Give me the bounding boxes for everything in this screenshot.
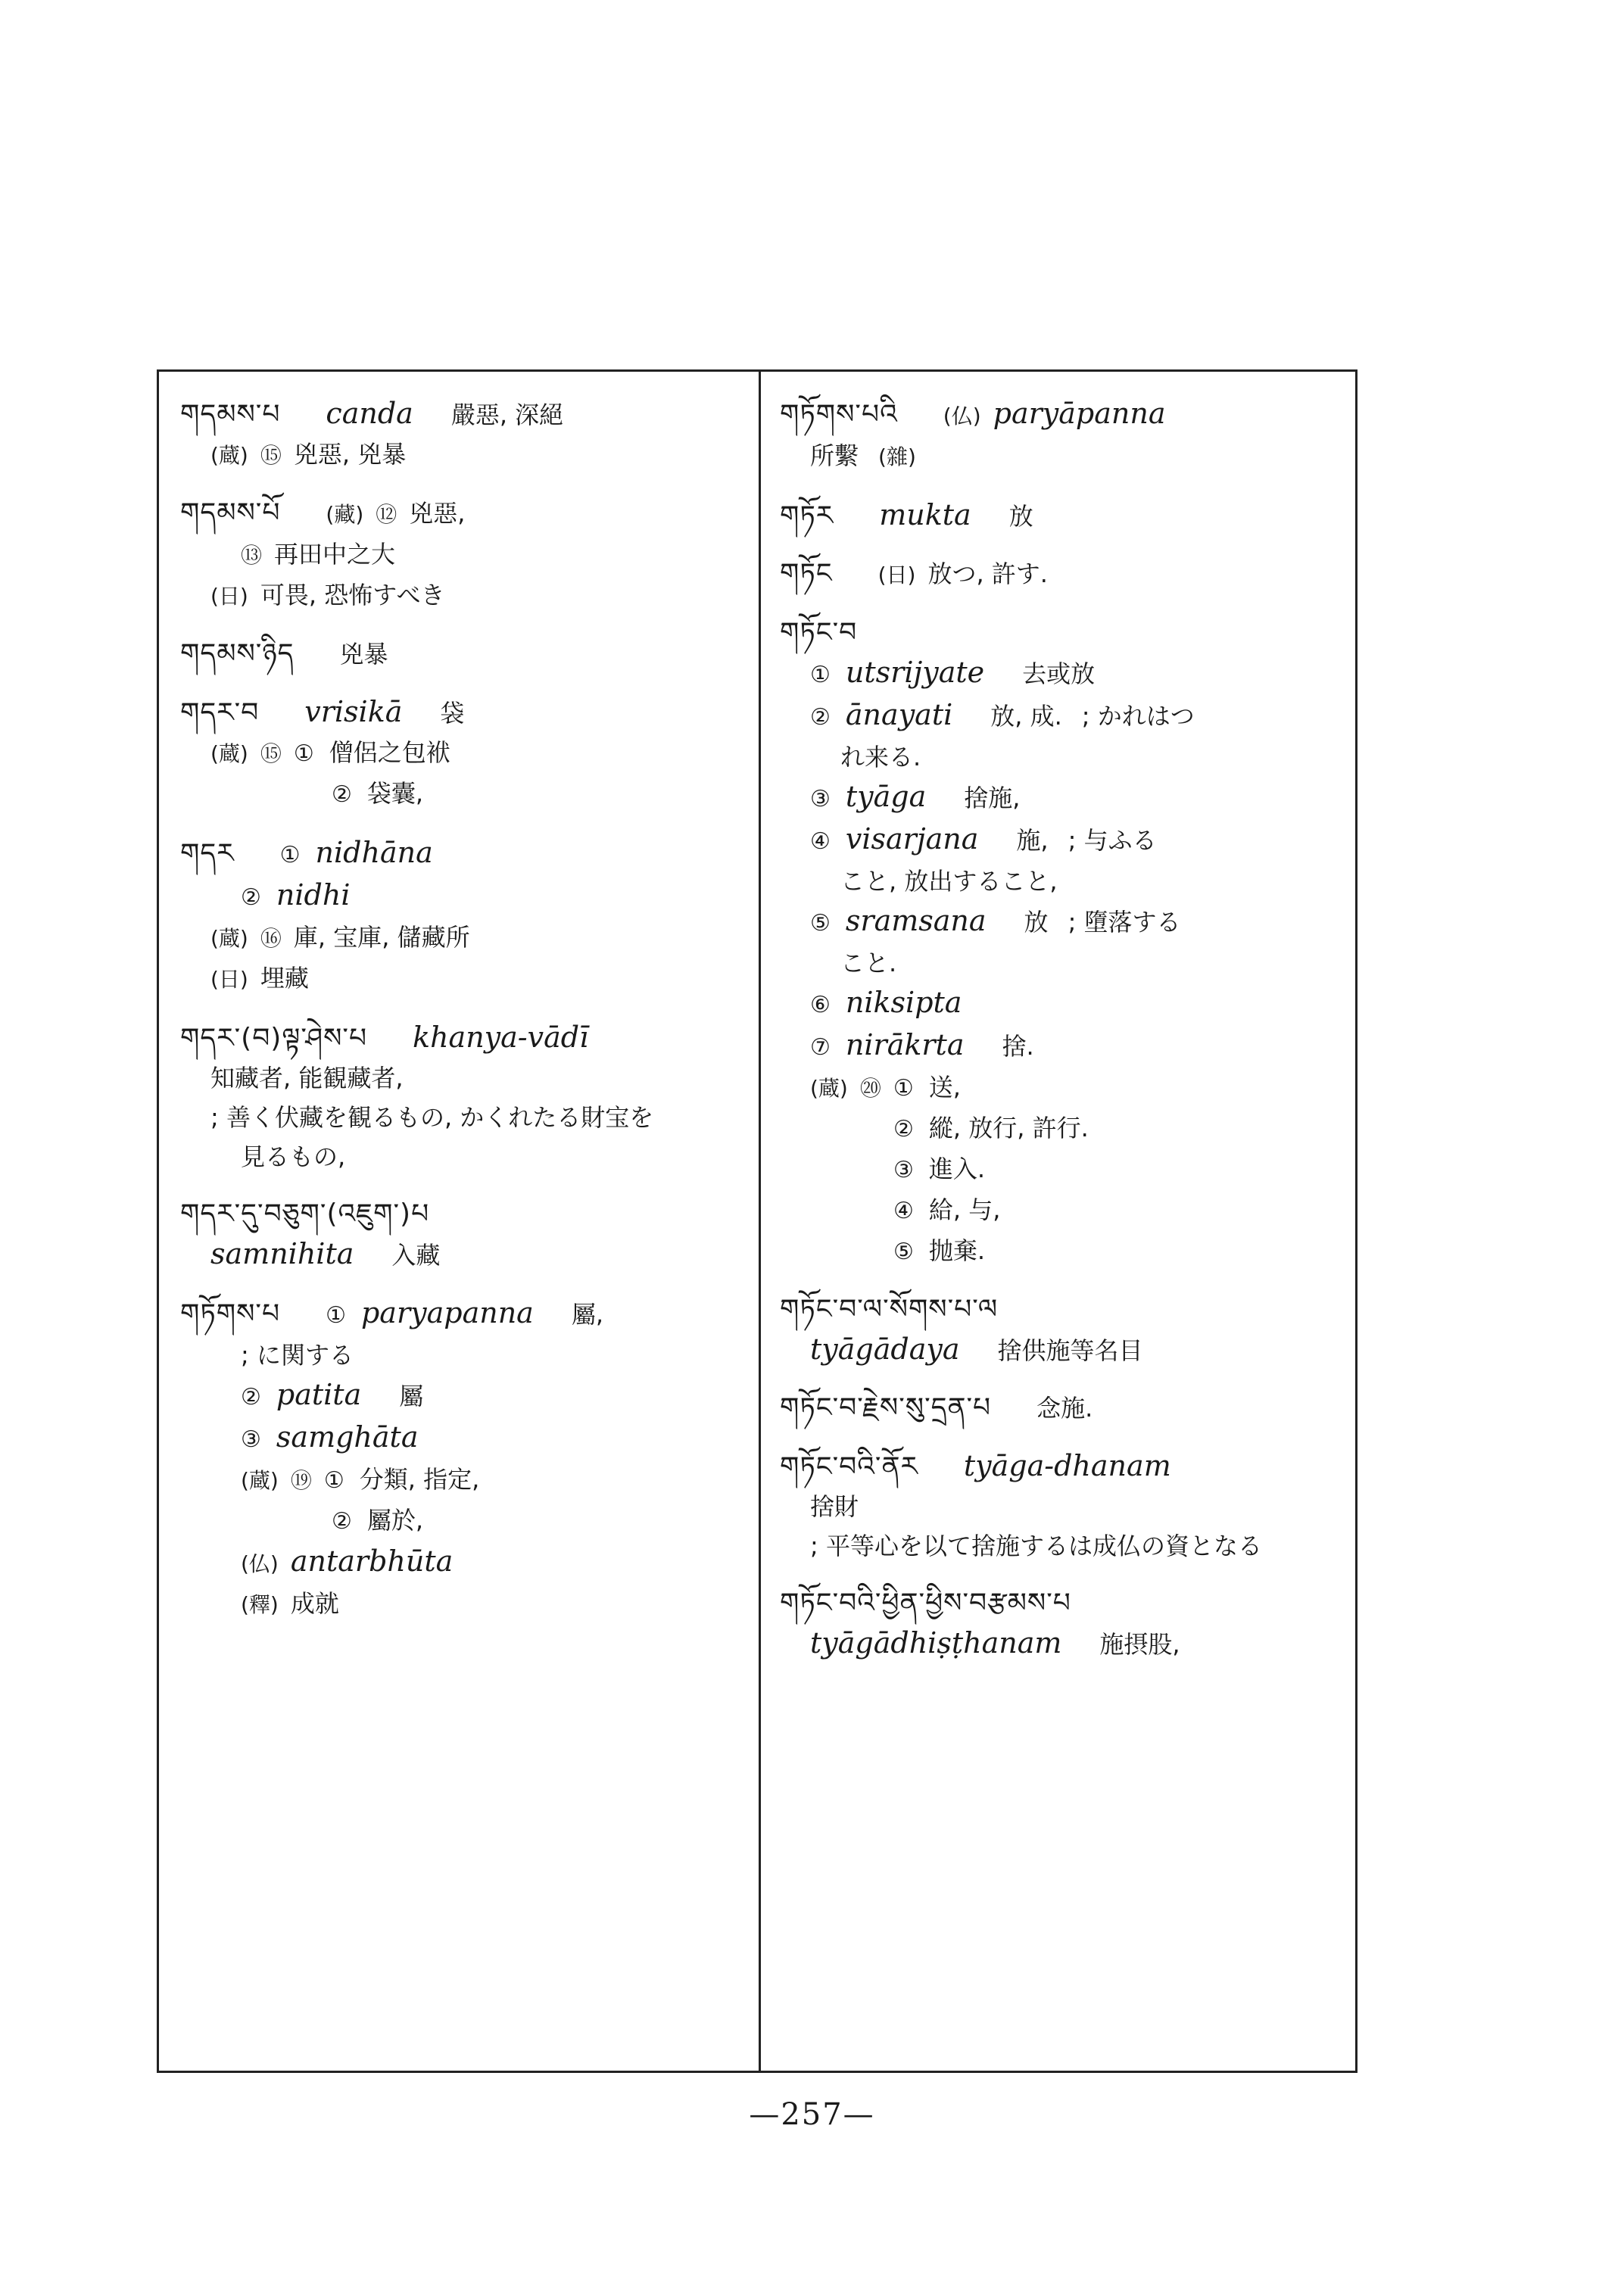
source-tag: ⑮ bbox=[260, 443, 282, 468]
dictionary-entry bbox=[180, 1018, 740, 1177]
entry-line bbox=[780, 1068, 1340, 1108]
sense-number: ④ bbox=[893, 1198, 914, 1224]
dictionary-entry bbox=[180, 1293, 740, 1625]
japanese-gloss: れ来る. bbox=[840, 743, 921, 771]
entry-line bbox=[180, 918, 740, 958]
japanese-gloss: 放つ, 許す. bbox=[927, 559, 1048, 588]
japanese-gloss: 施摂股, bbox=[1099, 1630, 1180, 1659]
column-divider bbox=[759, 369, 761, 2073]
entry-line bbox=[780, 1446, 1340, 1487]
dictionary-entry bbox=[780, 1389, 1340, 1428]
japanese-gloss: 放 bbox=[1008, 502, 1033, 531]
tibetan-headword: གཏོང་བ་ལ་སོགས་པ་ལ bbox=[780, 1294, 999, 1325]
sanskrit-term: tyāgādaya bbox=[810, 1332, 960, 1366]
sense-number: ③ bbox=[893, 1157, 914, 1183]
source-tag: (蔵) bbox=[241, 1468, 279, 1493]
japanese-gloss: ; かれはつ bbox=[1081, 702, 1195, 731]
sanskrit-term: canda bbox=[326, 397, 413, 430]
japanese-gloss: 可畏, 恐怖すべき bbox=[260, 581, 445, 609]
entry-line bbox=[180, 774, 740, 815]
dictionary-entry bbox=[780, 1290, 1340, 1370]
entry-line bbox=[780, 862, 1340, 901]
entry-line bbox=[780, 1149, 1340, 1190]
dictionary-entry bbox=[180, 494, 740, 616]
tibetan-headword: གཏོང་བ bbox=[780, 617, 858, 648]
tibetan-headword: གཏོགས་པ bbox=[180, 1298, 281, 1329]
dictionary-entry bbox=[780, 394, 1340, 477]
source-tag: (蔵) bbox=[210, 926, 248, 951]
japanese-gloss: 知藏者, 能観藏者, bbox=[210, 1064, 404, 1092]
entry-line bbox=[180, 634, 740, 674]
sanskrit-term: paryapanna bbox=[360, 1296, 534, 1329]
entry-line bbox=[180, 958, 740, 999]
entry-line bbox=[180, 875, 740, 918]
entry-line bbox=[180, 1018, 740, 1058]
source-tag: (日) bbox=[210, 584, 248, 609]
sense-number: ② bbox=[241, 884, 261, 911]
entry-line bbox=[180, 1234, 740, 1275]
source-tag: (蔵) bbox=[210, 443, 248, 468]
entry-line bbox=[180, 1375, 740, 1417]
source-tag: (蔵) bbox=[810, 1076, 848, 1101]
tibetan-headword: གདར་(བ)ལྟ་ཤེས་པ bbox=[180, 1023, 368, 1054]
source-tag: (仏) bbox=[943, 404, 981, 429]
japanese-gloss: ; 善く伏藏を観るもの, かくれたる財宝を bbox=[210, 1103, 654, 1132]
sanskrit-term: nirākrta bbox=[845, 1028, 965, 1061]
tibetan-headword: གདར་བ bbox=[180, 697, 260, 728]
entry-line bbox=[780, 1108, 1340, 1149]
japanese-gloss: 入藏 bbox=[391, 1241, 441, 1270]
left-column bbox=[180, 394, 740, 1643]
entry-line bbox=[780, 777, 1340, 819]
source-tag: (雜) bbox=[878, 444, 916, 469]
japanese-gloss: 屬, bbox=[571, 1300, 604, 1329]
dictionary-entry bbox=[180, 634, 740, 674]
sanskrit-term: visarjana bbox=[845, 822, 979, 856]
japanese-gloss: 兇惡, 兇暴 bbox=[293, 440, 407, 469]
entry-line bbox=[180, 535, 740, 575]
source-tag: (仏) bbox=[241, 1551, 279, 1576]
entry-line bbox=[780, 394, 1340, 436]
japanese-gloss: 袋 bbox=[440, 699, 465, 728]
sense-number: ① bbox=[893, 1075, 914, 1102]
sanskrit-term: ānayati bbox=[845, 698, 953, 731]
sense-number: ⑥ bbox=[810, 992, 831, 1018]
source-tag: (蔵) bbox=[210, 741, 248, 766]
sense-number: ② bbox=[332, 1508, 352, 1535]
sanskrit-term: tyāga-dhanam bbox=[963, 1449, 1171, 1482]
japanese-gloss: ; 平等心を以て捨施するは成仏の資となる bbox=[810, 1532, 1262, 1560]
japanese-gloss: ; 与ふる bbox=[1068, 826, 1157, 855]
japanese-gloss: 放 bbox=[1024, 908, 1049, 937]
japanese-gloss: こと. bbox=[840, 949, 897, 977]
sense-number: ② bbox=[810, 704, 831, 731]
entry-line bbox=[180, 1417, 740, 1460]
japanese-gloss: 捨供施等名目 bbox=[997, 1336, 1143, 1365]
japanese-gloss: 送, bbox=[928, 1073, 961, 1102]
tibetan-headword: གཏོང་བ་རྗེས་སུ་དྲན་པ bbox=[780, 1392, 992, 1423]
sanskrit-term: paryāpanna bbox=[993, 397, 1166, 430]
sense-number: ① bbox=[293, 740, 314, 767]
sense-number: ⑤ bbox=[810, 910, 831, 937]
source-tag: (釋) bbox=[241, 1592, 279, 1617]
source-tag: ⑲ bbox=[290, 1468, 312, 1493]
tibetan-headword: གདམས་ཉིད bbox=[180, 638, 295, 669]
japanese-gloss: こと, 放出すること, bbox=[840, 867, 1058, 896]
japanese-gloss: 放, 成. bbox=[990, 702, 1062, 731]
japanese-gloss: 施, bbox=[1016, 826, 1049, 855]
japanese-gloss: 見るもの, bbox=[241, 1142, 346, 1171]
tibetan-headword: གདར་དུ་བཅུག་(འཇུག་)པ bbox=[180, 1198, 430, 1230]
tibetan-headword: གཏོར bbox=[780, 500, 834, 531]
sense-number: ① bbox=[810, 662, 831, 688]
source-tag: ⑮ bbox=[260, 741, 282, 766]
sense-number: ② bbox=[332, 781, 352, 808]
sanskrit-term: samghāta bbox=[276, 1420, 419, 1454]
entry-line bbox=[780, 1526, 1340, 1566]
entry-line bbox=[780, 1389, 1340, 1428]
entry-line bbox=[180, 692, 740, 733]
tibetan-headword: གཏོང་བའི་ནོར bbox=[780, 1451, 918, 1482]
tibetan-headword: གདམས་པོ bbox=[180, 497, 281, 528]
dictionary-entry bbox=[780, 1584, 1340, 1664]
entry-line bbox=[780, 1329, 1340, 1370]
entry-line bbox=[180, 1501, 740, 1541]
entry-line bbox=[180, 1336, 740, 1375]
tibetan-headword: གདམས་པ bbox=[180, 399, 281, 430]
sense-number: ⑤ bbox=[893, 1239, 914, 1265]
entry-line bbox=[780, 1231, 1340, 1272]
entry-line bbox=[780, 819, 1340, 862]
japanese-gloss: 再田中之大 bbox=[274, 540, 396, 569]
entry-line bbox=[180, 494, 740, 535]
entry-line bbox=[780, 554, 1340, 595]
dictionary-entry bbox=[780, 495, 1340, 536]
source-tag: (藏) bbox=[326, 502, 364, 527]
entry-line bbox=[780, 695, 1340, 737]
entry-line bbox=[180, 1098, 740, 1137]
japanese-gloss: 給, 与, bbox=[928, 1195, 1001, 1224]
tibetan-headword: གཏོང bbox=[780, 558, 833, 589]
entry-line bbox=[780, 901, 1340, 943]
dictionary-entry bbox=[180, 692, 740, 815]
entry-line bbox=[780, 737, 1340, 777]
japanese-gloss: 分類, 指定, bbox=[359, 1465, 480, 1494]
japanese-gloss: 去或放 bbox=[1022, 659, 1096, 688]
entry-line bbox=[180, 1195, 740, 1234]
sanskrit-term: antarbhūta bbox=[290, 1544, 454, 1578]
japanese-gloss: 庫, 宝庫, 儲藏所 bbox=[293, 923, 470, 952]
sense-number: ② bbox=[241, 1384, 261, 1410]
japanese-gloss: 念施. bbox=[1036, 1394, 1093, 1423]
tibetan-headword: གདར bbox=[180, 838, 235, 869]
source-tag: (日) bbox=[210, 967, 248, 992]
sanskrit-term: khanya-vādī bbox=[413, 1021, 589, 1054]
dictionary-entry bbox=[180, 833, 740, 999]
entry-line bbox=[780, 1290, 1340, 1329]
japanese-gloss: 兇惡, bbox=[409, 499, 466, 528]
sense-number: ⑦ bbox=[810, 1034, 831, 1061]
entry-line bbox=[180, 575, 740, 616]
japanese-gloss: ; に関する bbox=[241, 1341, 354, 1370]
japanese-gloss: 成就 bbox=[290, 1589, 339, 1618]
dictionary-entry bbox=[180, 394, 740, 475]
sanskrit-term: nidhi bbox=[276, 878, 351, 912]
sense-number: ① bbox=[326, 1302, 346, 1329]
entry-line bbox=[780, 943, 1340, 983]
japanese-gloss: 兇暴 bbox=[339, 640, 388, 669]
entry-line bbox=[180, 733, 740, 774]
sense-number: ② bbox=[893, 1116, 914, 1142]
tibetan-headword: གཏོགས་པའི bbox=[780, 399, 898, 430]
japanese-gloss: 所繫 bbox=[810, 441, 859, 470]
japanese-gloss: 抛棄. bbox=[928, 1236, 986, 1265]
sense-number: ③ bbox=[810, 786, 831, 812]
japanese-gloss: 埋藏 bbox=[260, 964, 309, 993]
dictionary-entry bbox=[180, 1195, 740, 1275]
sanskrit-term: niksipta bbox=[845, 986, 962, 1019]
entry-line bbox=[780, 436, 1340, 477]
entry-line bbox=[180, 1584, 740, 1625]
entry-line bbox=[780, 495, 1340, 536]
entry-line bbox=[780, 983, 1340, 1025]
entry-line bbox=[180, 1293, 740, 1336]
sanskrit-term: vrisikā bbox=[304, 695, 403, 728]
sanskrit-term: sramsana bbox=[845, 904, 987, 937]
source-tag: (日) bbox=[877, 563, 916, 588]
entry-line bbox=[780, 1584, 1340, 1623]
sanskrit-term: utsrijyate bbox=[845, 656, 985, 689]
sense-number: ① bbox=[279, 842, 301, 868]
dictionary-entry bbox=[780, 613, 1340, 1272]
entry-line bbox=[780, 1623, 1340, 1664]
japanese-gloss: 屬於, bbox=[366, 1506, 424, 1535]
japanese-gloss: 屬 bbox=[399, 1382, 424, 1410]
entry-line bbox=[780, 653, 1340, 695]
entry-line bbox=[180, 1137, 740, 1177]
japanese-gloss: 袋囊, bbox=[366, 779, 424, 808]
source-tag: ⑫ bbox=[376, 502, 397, 527]
japanese-gloss: 捨財 bbox=[810, 1492, 859, 1521]
source-tag: ⑯ bbox=[260, 926, 282, 951]
japanese-gloss: 縱, 放行, 許行. bbox=[928, 1114, 1089, 1142]
entry-line bbox=[180, 394, 740, 435]
japanese-gloss: 進入. bbox=[928, 1155, 986, 1183]
entry-line bbox=[780, 1487, 1340, 1526]
tibetan-headword: གཏོང་བའི་ཕྱིན་ཕྱིས་བརྩམས་པ bbox=[780, 1588, 1071, 1619]
sanskrit-term: tyāgādhiṣṭhanam bbox=[810, 1626, 1062, 1660]
dictionary-entry bbox=[780, 554, 1340, 595]
sense-number: ① bbox=[323, 1467, 344, 1494]
sense-number: ④ bbox=[810, 828, 831, 855]
source-tag: ⑳ bbox=[859, 1076, 881, 1101]
japanese-gloss: 捨施, bbox=[964, 784, 1021, 812]
sanskrit-term: tyāga bbox=[845, 780, 927, 813]
sanskrit-term: mukta bbox=[879, 498, 971, 531]
entry-line bbox=[180, 1058, 740, 1098]
japanese-gloss: 嚴惡, 深絕 bbox=[450, 401, 564, 429]
dictionary-entry bbox=[780, 1446, 1340, 1566]
entry-line bbox=[780, 613, 1340, 653]
japanese-gloss: 捨. bbox=[1002, 1032, 1034, 1061]
source-tag: ⑬ bbox=[241, 543, 263, 568]
entry-line bbox=[180, 1541, 740, 1584]
sanskrit-term: patita bbox=[276, 1378, 362, 1411]
sanskrit-term: nidhāna bbox=[315, 836, 433, 869]
right-column bbox=[780, 394, 1340, 1682]
page-number: —257— bbox=[749, 2097, 875, 2132]
entry-line bbox=[180, 435, 740, 475]
japanese-gloss: 僧侶之包袱 bbox=[329, 738, 450, 767]
sense-number: ③ bbox=[241, 1426, 261, 1453]
japanese-gloss: ; 墮落する bbox=[1068, 908, 1181, 937]
sanskrit-term: samnihita bbox=[210, 1237, 354, 1270]
entry-line bbox=[780, 1025, 1340, 1068]
entry-line bbox=[780, 1190, 1340, 1231]
entry-line bbox=[180, 1460, 740, 1501]
entry-line bbox=[180, 833, 740, 875]
